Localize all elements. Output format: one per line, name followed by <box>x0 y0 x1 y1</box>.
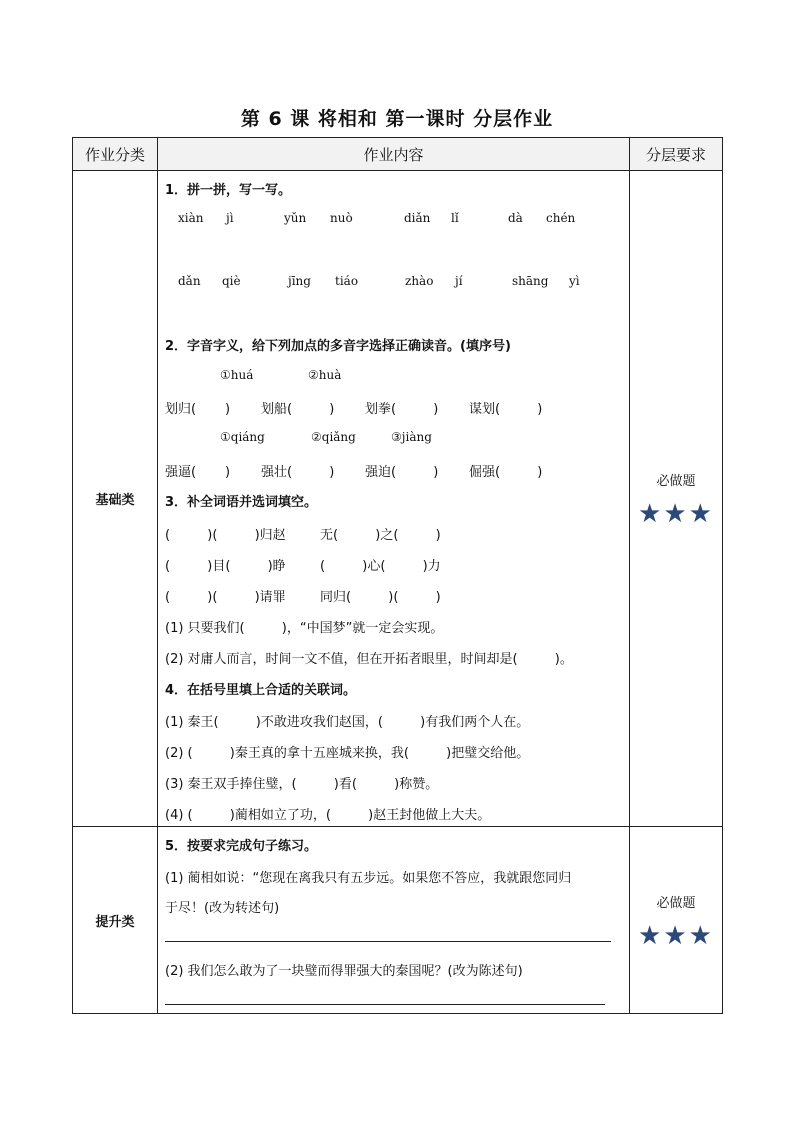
q2-item: 划船( ) <box>261 402 335 417</box>
q2-item: 谋划( ) <box>469 402 543 417</box>
q5-sentence: 于尽！(改为转述句) <box>165 901 280 916</box>
q2-item: 划拳( ) <box>365 402 439 417</box>
q3-idiom: 无( )之( ) <box>320 528 441 543</box>
advanced-requirement <box>630 827 723 1014</box>
q1-pinyin: dǎn <box>178 274 201 288</box>
homework-table <box>72 137 723 1014</box>
header-category: 作业分类 <box>73 138 158 171</box>
q1-pinyin: dà <box>508 211 523 225</box>
q1-pinyin: zhào <box>405 274 434 288</box>
q2-item: 强壮( ) <box>261 465 335 480</box>
q4-sentence: (1) 秦王( )不敢进攻我们赵国，( )有我们两个人在。 <box>165 715 530 730</box>
q2-option: ③jiàng <box>391 430 432 444</box>
q1-pinyin: tiáo <box>335 274 359 288</box>
q3-idiom: ( )心( )力 <box>320 559 441 574</box>
q4-sentence: (3) 秦王双手捧住璧，( )看( )称赞。 <box>165 777 439 792</box>
q1-pinyin: diǎn <box>404 211 431 225</box>
q2-item: 划归( ) <box>165 402 231 417</box>
q5-title: 5．按要求完成句子练习。 <box>165 839 318 854</box>
q4-title: 4．在括号里填上合适的关联词。 <box>165 683 357 698</box>
q3-sentence: (1) 只要我们( )，“中国梦”就一定会实现。 <box>165 621 444 636</box>
q1-pinyin: chén <box>546 211 576 225</box>
requirement-label: 必做题 <box>656 895 696 911</box>
q1-pinyin: qiè <box>222 274 241 288</box>
basic-content <box>158 171 630 827</box>
requirement-label: 必做题 <box>656 474 696 489</box>
q4-sentence: (2) ( )秦王真的拿十五座城来换，我( )把璧交给他。 <box>165 746 530 761</box>
q5-sentence: (1) 蔺相如说：“您现在离我只有五步远。如果您不答应，我就跟您同归 <box>165 871 572 886</box>
q1-pinyin: jí <box>455 274 463 288</box>
star-rating-icon: ★★★ <box>638 920 714 951</box>
q3-title: 3．补全词语并选词填空。 <box>165 495 318 510</box>
q3-idiom: ( )目( )睁 <box>165 559 286 574</box>
header-requirement: 分层要求 <box>630 138 723 171</box>
q2-item: 强迫( ) <box>365 465 439 480</box>
answer-line[interactable] <box>165 1004 605 1005</box>
q1-pinyin: jì <box>226 211 234 225</box>
q2-option: ②qiǎng <box>311 430 356 444</box>
q1-pinyin: shāng <box>512 274 549 288</box>
q3-idiom: ( )( )请罪 <box>165 590 286 605</box>
basic-category: 基础类 <box>73 171 158 827</box>
q1-pinyin: yì <box>569 274 580 288</box>
q3-idiom: ( )( )归赵 <box>165 528 286 543</box>
q1-pinyin: nuò <box>330 211 353 225</box>
q1-pinyin: lǐ <box>451 211 459 225</box>
advanced-row <box>73 827 723 1014</box>
q1-pinyin: xiàn <box>178 211 204 225</box>
q2-option: ①huá <box>220 368 254 382</box>
q1-title: 1．拼一拼，写一写。 <box>165 183 292 198</box>
q5-sentence: (2) 我们怎么敢为了一块璧而得罪强大的秦国呢？(改为陈述句) <box>165 964 523 979</box>
advanced-category: 提升类 <box>73 827 158 1014</box>
q2-option: ①qiáng <box>220 430 265 444</box>
q2-title: 2．字音字义，给下列加点的多音字选择正确读音。(填序号) <box>165 339 511 354</box>
q2-option: ②huà <box>308 368 342 382</box>
header-content: 作业内容 <box>158 138 630 171</box>
q3-sentence: (2) 对庸人而言，时间一文不值，但在开拓者眼里，时间却是( )。 <box>165 652 573 667</box>
q1-pinyin: jīng <box>288 274 311 288</box>
q4-sentence: (4) ( )蔺相如立了功，( )赵王封他做上大夫。 <box>165 808 491 823</box>
answer-line[interactable] <box>165 941 611 942</box>
table-header-row <box>73 138 723 171</box>
basic-requirement <box>630 171 723 827</box>
star-rating-icon: ★★★ <box>638 499 714 529</box>
q2-item: 强逼( ) <box>165 465 231 480</box>
advanced-content <box>158 827 630 1014</box>
page-title: 第 6 课 将相和 第一课时 分层作业 <box>240 108 554 130</box>
basic-row <box>73 171 723 827</box>
q2-item: 倔强( ) <box>469 465 543 480</box>
q3-idiom: 同归( )( ) <box>320 590 441 605</box>
q1-pinyin: yǔn <box>284 211 307 225</box>
